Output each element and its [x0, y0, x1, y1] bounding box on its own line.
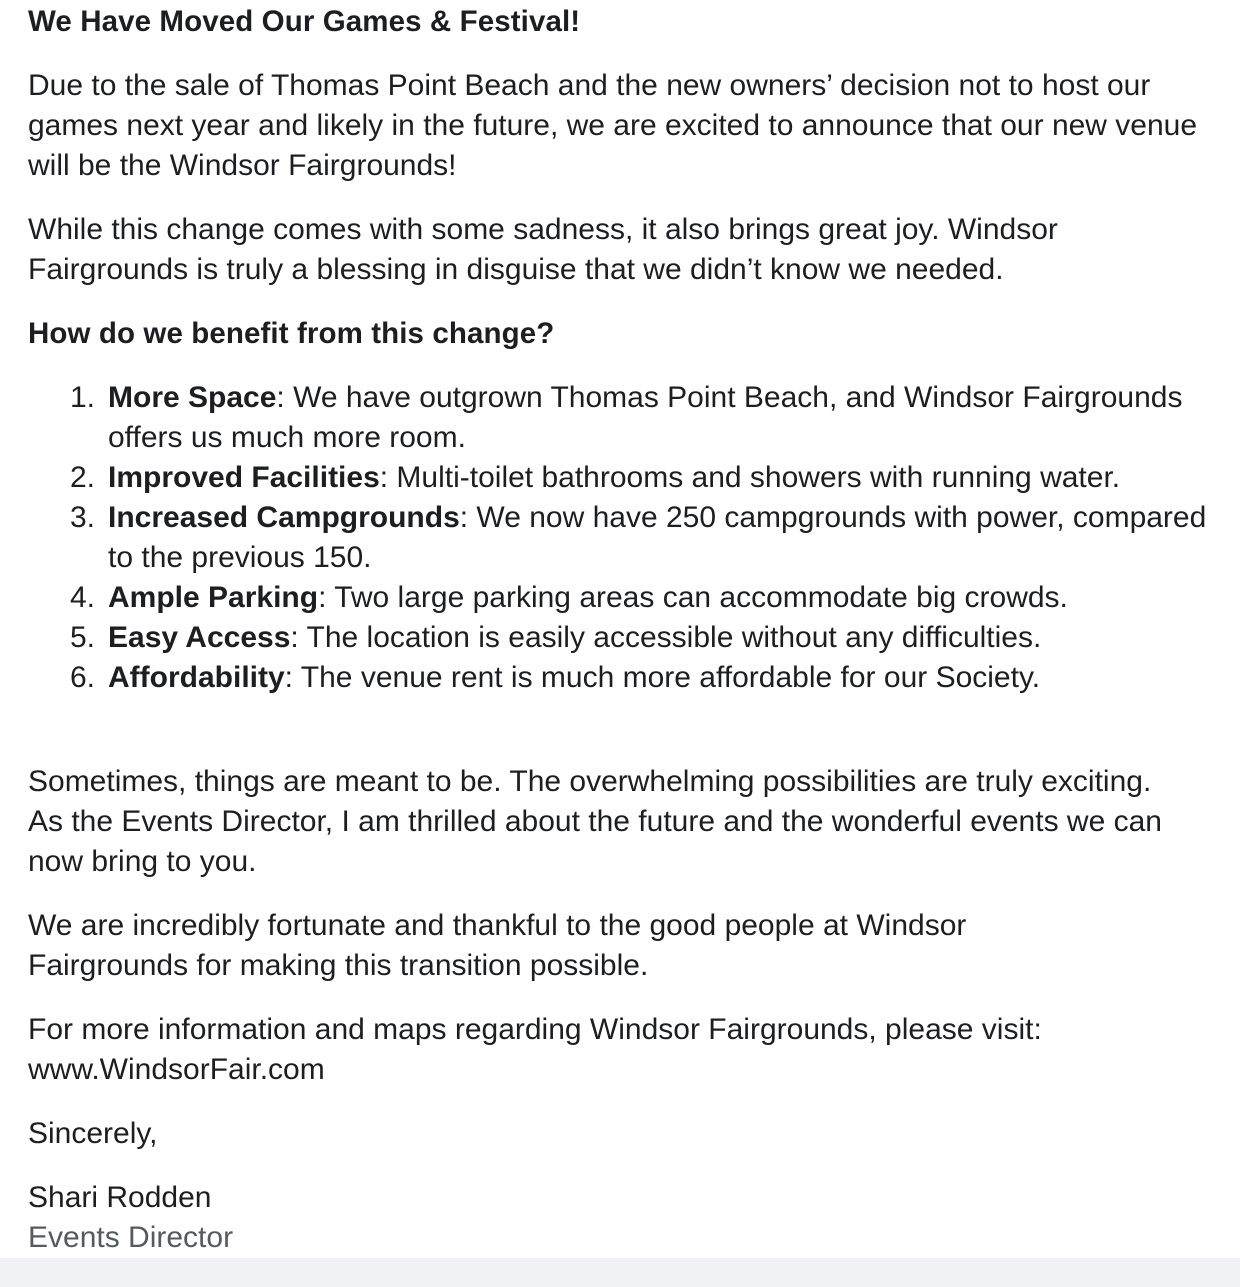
benefit-description: : Multi-toilet bathrooms and showers with running water.: [379, 461, 1121, 494]
benefit-description: : The location is easily accessible without any difficulties.: [290, 621, 1042, 654]
closing: Sincerely,: [28, 1117, 158, 1150]
benefit-description: : Two large parking areas can accommodate big crowds.: [318, 581, 1068, 614]
meant-to-be-paragraph: Sometimes, things are meant to be. The overwhelming possibilities are truly exciting. As the Events Director, I am thrilled about the future and the wonderful events we can now bring to you.: [28, 765, 1162, 878]
intro-paragraph: Due to the sale of Thomas Point Beach and the new owners’ decision not to host our games next year and likely in the future, we are excited to announce that our new venue will be the Windsor Fairgrounds!: [28, 69, 1198, 182]
benefit-description: : We have outgrown Thomas Point Beach, and Windsor Fairgrounds offers us much more room.: [108, 381, 1183, 454]
more-info-paragraph: [28, 1010, 1218, 1090]
benefit-title: Easy Access: [108, 621, 291, 654]
benefit-number: 4.: [69, 581, 95, 614]
benefit-title: More Space: [108, 381, 277, 414]
benefit-number: 1.: [69, 381, 95, 414]
benefit-description: : The venue rent is much more affordable for our Society.: [284, 661, 1041, 694]
benefit-title: Increased Campgrounds: [108, 501, 460, 534]
signer-name: Shari Rodden: [28, 1181, 212, 1214]
benefit-item-improved-facilities: [28, 458, 1218, 498]
benefit-text: [108, 378, 1218, 458]
benefit-item-more-space: [28, 378, 1218, 458]
windsor-fair-link[interactable]: www.WindsorFair.com: [28, 1053, 325, 1086]
benefits-list: [28, 378, 1218, 698]
benefit-item-ample-parking: [28, 578, 1218, 618]
benefit-title: Improved Facilities: [108, 461, 380, 494]
more-info-text: For more information and maps regarding Windsor Fairgrounds, please visit:: [28, 1013, 1042, 1046]
benefit-number: 2.: [69, 461, 95, 494]
benefit-item-affordability: [28, 658, 1218, 698]
post-title: We Have Moved Our Games & Festival!: [28, 5, 581, 38]
benefit-description: : We now have 250 campgrounds with power, compared to the previous 150.: [108, 501, 1207, 574]
benefit-text: [108, 578, 1218, 618]
benefit-number: 6.: [69, 661, 95, 694]
thanks-paragraph: We are incredibly fortunate and thankful to the good people at Windsor Fairgrounds for making this transition possible.: [28, 909, 967, 982]
signer-role: Events Director: [28, 1221, 234, 1254]
post-footer-bar: [0, 1258, 1240, 1287]
benefit-item-increased-campgrounds: [28, 498, 1218, 578]
benefits-heading: How do we benefit from this change?: [28, 317, 555, 350]
benefit-title: Ample Parking: [108, 581, 319, 614]
benefit-text: [108, 498, 1218, 578]
benefit-number: 5.: [69, 621, 95, 654]
benefit-text: [108, 658, 1218, 698]
benefit-title: Affordability: [108, 661, 285, 694]
benefit-number: 3.: [69, 501, 95, 534]
benefit-item-easy-access: [28, 618, 1218, 658]
benefit-text: [108, 458, 1218, 498]
feeling-paragraph: While this change comes with some sadness, it also brings great joy. Windsor Fairgrounds is truly a blessing in disguise that we didn’t know we needed.: [28, 213, 1058, 286]
signature: [28, 1178, 628, 1258]
benefit-text: [108, 618, 1218, 658]
